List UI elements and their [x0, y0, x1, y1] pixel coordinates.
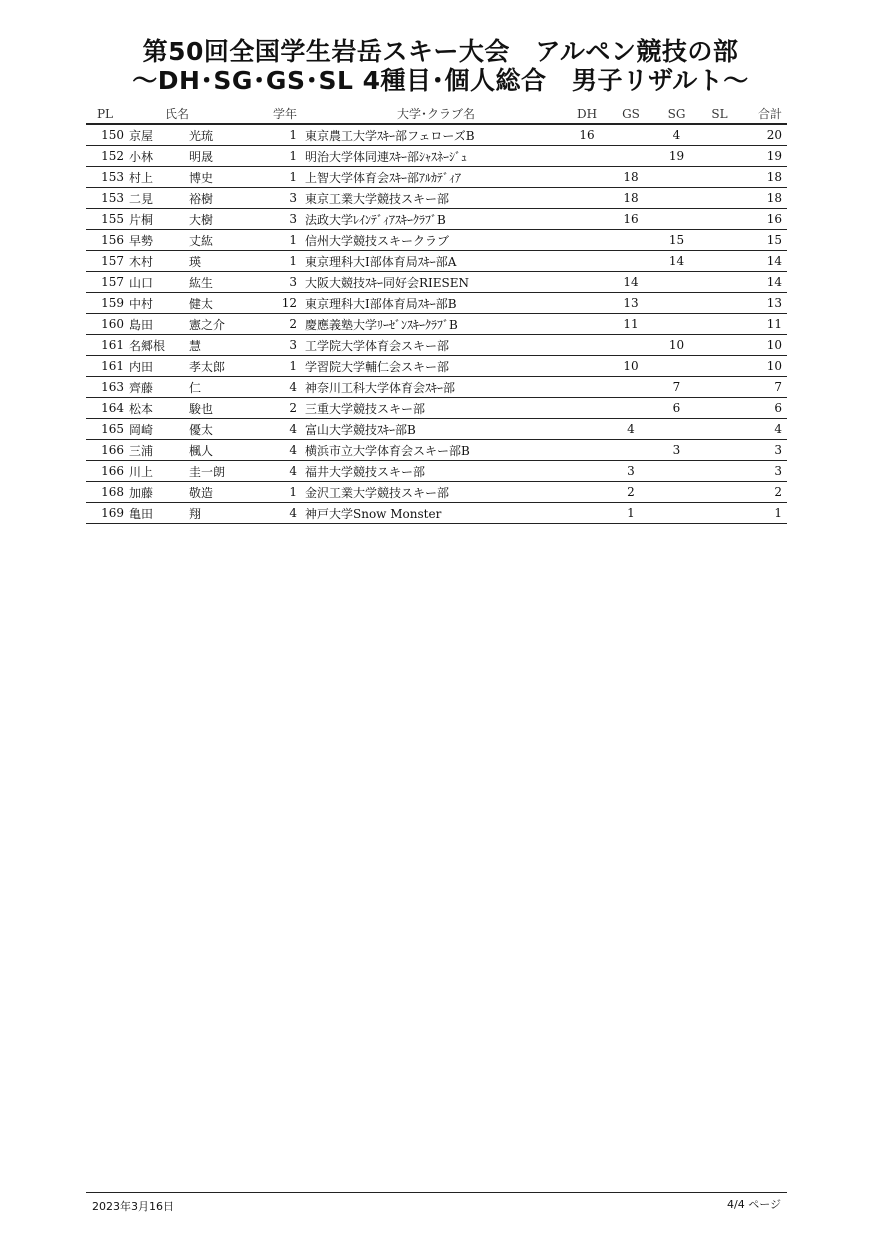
cell-gs — [607, 124, 655, 146]
table-row — [86, 188, 787, 209]
cell-university: 三重大学競技スキー部 — [297, 398, 567, 419]
cell-first-name: 憲之介 — [189, 314, 241, 335]
cell-pl: 153 — [86, 188, 124, 209]
cell-total: 11 — [741, 314, 787, 335]
cell-sl — [698, 314, 741, 335]
cell-year: 4 — [241, 377, 297, 398]
cell-gs — [607, 377, 655, 398]
cell-year: 4 — [241, 440, 297, 461]
cell-total: 3 — [741, 461, 787, 482]
cell-year: 3 — [241, 209, 297, 230]
cell-total: 2 — [741, 482, 787, 503]
table-row — [86, 419, 787, 440]
cell-last-name: 内田 — [124, 356, 189, 377]
cell-first-name: 敬造 — [189, 482, 241, 503]
cell-sg — [655, 167, 698, 188]
cell-total: 10 — [741, 356, 787, 377]
cell-university: 福井大学競技スキー部 — [297, 461, 567, 482]
cell-total: 10 — [741, 335, 787, 356]
cell-year: 3 — [241, 335, 297, 356]
cell-total: 18 — [741, 188, 787, 209]
cell-sl — [698, 124, 741, 146]
cell-university: 神戸大学Snow Monster — [297, 503, 567, 524]
cell-last-name: 早勢 — [124, 230, 189, 251]
cell-first-name: 博史 — [189, 167, 241, 188]
cell-gs: 1 — [607, 503, 655, 524]
table-header-row — [86, 104, 787, 124]
cell-gs — [607, 335, 655, 356]
cell-total: 18 — [741, 167, 787, 188]
cell-sl — [698, 419, 741, 440]
cell-year: 1 — [241, 356, 297, 377]
cell-last-name: 亀田 — [124, 503, 189, 524]
cell-dh — [567, 398, 607, 419]
header-spacer — [189, 104, 241, 124]
cell-pl: 150 — [86, 124, 124, 146]
cell-sl — [698, 461, 741, 482]
cell-sl — [698, 188, 741, 209]
cell-university: 法政大学ﾚｲﾝﾃﾞｨｱｽｷｰｸﾗﾌﾞB — [297, 209, 567, 230]
cell-gs: 18 — [607, 167, 655, 188]
cell-dh — [567, 461, 607, 482]
cell-last-name: 二見 — [124, 188, 189, 209]
cell-sg — [655, 503, 698, 524]
cell-total: 7 — [741, 377, 787, 398]
cell-dh — [567, 377, 607, 398]
cell-total: 13 — [741, 293, 787, 314]
cell-first-name: 孝太郎 — [189, 356, 241, 377]
results-table — [86, 104, 787, 524]
cell-year: 2 — [241, 314, 297, 335]
cell-last-name: 松本 — [124, 398, 189, 419]
cell-last-name: 岡崎 — [124, 419, 189, 440]
cell-sl — [698, 356, 741, 377]
cell-university: 慶應義塾大学ﾘｰｾﾞﾝｽｷｰｸﾗﾌﾞB — [297, 314, 567, 335]
table-row — [86, 293, 787, 314]
cell-university: 東京工業大学競技スキー部 — [297, 188, 567, 209]
cell-sl — [698, 146, 741, 167]
cell-last-name: 村上 — [124, 167, 189, 188]
cell-first-name: 光琉 — [189, 124, 241, 146]
cell-pl: 157 — [86, 251, 124, 272]
cell-dh — [567, 419, 607, 440]
cell-sl — [698, 272, 741, 293]
cell-pl: 155 — [86, 209, 124, 230]
cell-university: 学習院大学輔仁会スキー部 — [297, 356, 567, 377]
cell-dh — [567, 440, 607, 461]
cell-pl: 169 — [86, 503, 124, 524]
cell-sl — [698, 398, 741, 419]
cell-pl: 166 — [86, 440, 124, 461]
header-gs: GS — [607, 104, 655, 124]
cell-sg — [655, 314, 698, 335]
cell-gs: 18 — [607, 188, 655, 209]
cell-dh — [567, 272, 607, 293]
cell-total: 3 — [741, 440, 787, 461]
cell-total: 15 — [741, 230, 787, 251]
cell-year: 1 — [241, 482, 297, 503]
cell-sl — [698, 377, 741, 398]
table-row — [86, 503, 787, 524]
cell-gs: 16 — [607, 209, 655, 230]
cell-sg: 3 — [655, 440, 698, 461]
cell-university: 工学院大学体育会スキー部 — [297, 335, 567, 356]
cell-sg — [655, 461, 698, 482]
cell-total: 19 — [741, 146, 787, 167]
cell-first-name: 健太 — [189, 293, 241, 314]
cell-first-name: 慧 — [189, 335, 241, 356]
cell-year: 1 — [241, 146, 297, 167]
cell-gs: 2 — [607, 482, 655, 503]
cell-pl: 157 — [86, 272, 124, 293]
cell-dh — [567, 167, 607, 188]
cell-total: 20 — [741, 124, 787, 146]
header-total: 合計 — [741, 104, 787, 124]
cell-sg — [655, 209, 698, 230]
document-title: 第50回全国学生岩岳スキー大会 アルペン競技の部 — [142, 37, 739, 66]
header-year: 学年 — [241, 104, 297, 124]
table-row — [86, 124, 787, 146]
cell-first-name: 圭一朗 — [189, 461, 241, 482]
cell-year: 1 — [241, 124, 297, 146]
cell-pl: 156 — [86, 230, 124, 251]
cell-first-name: 楓人 — [189, 440, 241, 461]
cell-pl: 159 — [86, 293, 124, 314]
results-body — [86, 124, 787, 524]
cell-university: 金沢工業大学競技スキー部 — [297, 482, 567, 503]
footer-date: 2023年3月16日 — [92, 1200, 174, 1213]
cell-last-name: 京屋 — [124, 124, 189, 146]
table-row — [86, 251, 787, 272]
cell-last-name: 片桐 — [124, 209, 189, 230]
cell-university: 横浜市立大学体育会スキー部B — [297, 440, 567, 461]
header-sl: SL — [698, 104, 741, 124]
table-row — [86, 314, 787, 335]
cell-pl: 164 — [86, 398, 124, 419]
cell-dh — [567, 314, 607, 335]
cell-sg — [655, 356, 698, 377]
cell-sl — [698, 209, 741, 230]
cell-university: 東京農工大学ｽｷｰ部フェローズB — [297, 124, 567, 146]
cell-sg: 10 — [655, 335, 698, 356]
cell-pl: 152 — [86, 146, 124, 167]
cell-total: 4 — [741, 419, 787, 440]
cell-university: 富山大学競技ｽｷｰ部B — [297, 419, 567, 440]
cell-university: 信州大学競技スキークラブ — [297, 230, 567, 251]
cell-year: 1 — [241, 230, 297, 251]
cell-year: 4 — [241, 461, 297, 482]
table-row — [86, 356, 787, 377]
cell-sg: 7 — [655, 377, 698, 398]
cell-year: 1 — [241, 251, 297, 272]
table-row — [86, 482, 787, 503]
cell-sg — [655, 419, 698, 440]
cell-total: 1 — [741, 503, 787, 524]
cell-last-name: 島田 — [124, 314, 189, 335]
cell-gs: 10 — [607, 356, 655, 377]
cell-last-name: 木村 — [124, 251, 189, 272]
cell-gs — [607, 251, 655, 272]
cell-first-name: 丈紘 — [189, 230, 241, 251]
cell-last-name: 三浦 — [124, 440, 189, 461]
footer-page-number: 4/4 ページ — [727, 1198, 781, 1211]
cell-last-name: 小林 — [124, 146, 189, 167]
cell-first-name: 明晟 — [189, 146, 241, 167]
cell-sg: 15 — [655, 230, 698, 251]
cell-first-name: 駿也 — [189, 398, 241, 419]
cell-sg — [655, 293, 698, 314]
cell-university: 大阪大競技ｽｷｰ同好会RIESEN — [297, 272, 567, 293]
cell-sl — [698, 503, 741, 524]
cell-dh — [567, 356, 607, 377]
cell-gs — [607, 230, 655, 251]
cell-sl — [698, 251, 741, 272]
table-row — [86, 398, 787, 419]
cell-university: 神奈川工科大学体育会ｽｷｰ部 — [297, 377, 567, 398]
cell-year: 3 — [241, 188, 297, 209]
cell-gs: 11 — [607, 314, 655, 335]
cell-last-name: 齊藤 — [124, 377, 189, 398]
cell-dh — [567, 209, 607, 230]
cell-last-name: 山口 — [124, 272, 189, 293]
cell-dh: 16 — [567, 124, 607, 146]
header-sg: SG — [655, 104, 698, 124]
cell-sl — [698, 293, 741, 314]
table-row — [86, 335, 787, 356]
cell-gs: 3 — [607, 461, 655, 482]
cell-sl — [698, 440, 741, 461]
cell-sl — [698, 230, 741, 251]
cell-first-name: 瑛 — [189, 251, 241, 272]
cell-pl: 163 — [86, 377, 124, 398]
cell-university: 明治大学体同連ｽｷｰ部ｼｬｽﾈｰｼﾞｭ — [297, 146, 567, 167]
cell-sg: 19 — [655, 146, 698, 167]
cell-last-name: 川上 — [124, 461, 189, 482]
table-row — [86, 461, 787, 482]
cell-dh — [567, 293, 607, 314]
table-row — [86, 167, 787, 188]
cell-first-name: 仁 — [189, 377, 241, 398]
cell-pl: 161 — [86, 356, 124, 377]
header-university: 大学･クラブ名 — [297, 104, 567, 124]
cell-pl: 161 — [86, 335, 124, 356]
cell-dh — [567, 251, 607, 272]
header-name: 氏名 — [124, 104, 189, 124]
cell-first-name: 大樹 — [189, 209, 241, 230]
cell-first-name: 優太 — [189, 419, 241, 440]
cell-sl — [698, 482, 741, 503]
cell-gs: 4 — [607, 419, 655, 440]
cell-gs: 13 — [607, 293, 655, 314]
cell-dh — [567, 188, 607, 209]
cell-total: 14 — [741, 272, 787, 293]
cell-year: 2 — [241, 398, 297, 419]
cell-total: 6 — [741, 398, 787, 419]
cell-gs — [607, 398, 655, 419]
cell-university: 上智大学体育会ｽｷｰ部ｱﾙｶﾃﾞｨｱ — [297, 167, 567, 188]
cell-pl: 166 — [86, 461, 124, 482]
cell-first-name: 紘生 — [189, 272, 241, 293]
document-subtitle: 〜DH･SG･GS･SL 4種目･個人総合 男子リザルト〜 — [132, 66, 749, 95]
cell-pl: 165 — [86, 419, 124, 440]
cell-sl — [698, 335, 741, 356]
cell-dh — [567, 146, 607, 167]
cell-sl — [698, 167, 741, 188]
table-row — [86, 146, 787, 167]
cell-total: 14 — [741, 251, 787, 272]
header-pl: PL — [86, 104, 124, 124]
cell-sg: 14 — [655, 251, 698, 272]
cell-last-name: 名郷根 — [124, 335, 189, 356]
cell-first-name: 裕樹 — [189, 188, 241, 209]
cell-sg — [655, 188, 698, 209]
cell-sg — [655, 482, 698, 503]
footer-divider — [86, 1192, 787, 1193]
table-row — [86, 377, 787, 398]
table-row — [86, 230, 787, 251]
cell-year: 1 — [241, 167, 297, 188]
cell-year: 4 — [241, 503, 297, 524]
cell-pl: 160 — [86, 314, 124, 335]
cell-dh — [567, 230, 607, 251]
cell-dh — [567, 482, 607, 503]
header-dh: DH — [567, 104, 607, 124]
cell-sg — [655, 272, 698, 293]
cell-year: 12 — [241, 293, 297, 314]
cell-year: 4 — [241, 419, 297, 440]
cell-total: 16 — [741, 209, 787, 230]
cell-last-name: 中村 — [124, 293, 189, 314]
cell-pl: 168 — [86, 482, 124, 503]
table-row — [86, 440, 787, 461]
cell-first-name: 翔 — [189, 503, 241, 524]
cell-last-name: 加藤 — [124, 482, 189, 503]
cell-year: 3 — [241, 272, 297, 293]
cell-university: 東京理科大Ⅰ部体育局ｽｷｰ部A — [297, 251, 567, 272]
cell-pl: 153 — [86, 167, 124, 188]
cell-gs: 14 — [607, 272, 655, 293]
cell-dh — [567, 335, 607, 356]
table-row — [86, 209, 787, 230]
cell-gs — [607, 440, 655, 461]
cell-dh — [567, 503, 607, 524]
cell-university: 東京理科大Ⅰ部体育局ｽｷｰ部B — [297, 293, 567, 314]
cell-sg: 6 — [655, 398, 698, 419]
cell-gs — [607, 146, 655, 167]
cell-sg: 4 — [655, 124, 698, 146]
table-row — [86, 272, 787, 293]
